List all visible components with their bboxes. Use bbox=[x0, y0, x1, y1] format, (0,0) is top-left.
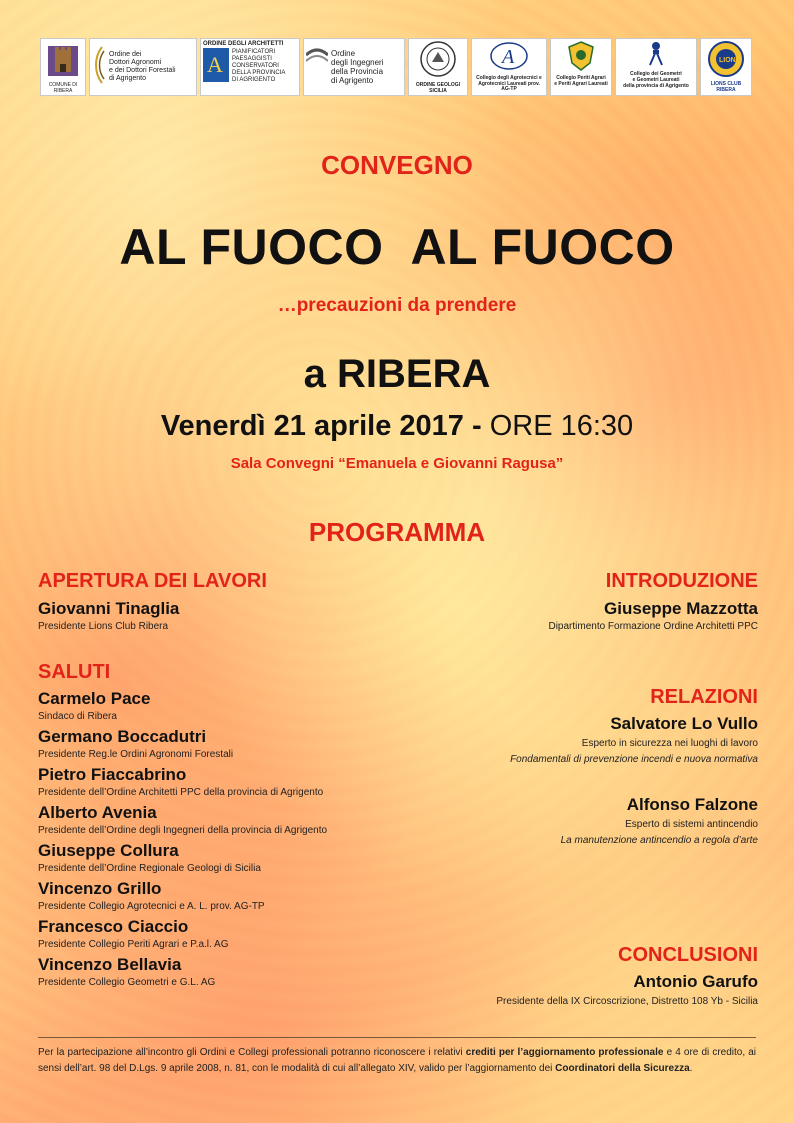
footer-divider bbox=[38, 1037, 756, 1038]
castle-crest-icon bbox=[46, 40, 80, 81]
ordine-geologi-logo: ORDINE GEOLOGI SICILIA bbox=[408, 38, 468, 96]
conclusioni-speaker-name: Antonio Garufo bbox=[633, 972, 758, 991]
relazioni-speaker-topic: Fondamentali di prevenzione incendi e nuova normativa bbox=[510, 754, 758, 765]
geologi-seal-icon bbox=[419, 40, 457, 81]
relazioni-speaker-role: Esperto in sicurezza nei luoghi di lavoro bbox=[581, 738, 758, 749]
event-time: ORE 16:30 bbox=[489, 410, 634, 442]
agronomi-leaf-icon bbox=[92, 45, 106, 88]
sponsor-logos-strip bbox=[40, 38, 754, 96]
saluti-person-role: Presidente Reg.le Ordini Agronomi Forestali bbox=[38, 749, 234, 760]
architetti-a-icon bbox=[203, 48, 229, 85]
periti-agrari-shield-icon bbox=[568, 41, 594, 74]
saluti-person-name: Francesco Ciaccio bbox=[38, 917, 189, 936]
saluti-person-name: Vincenzo Grillo bbox=[38, 879, 162, 898]
saluti-heading: SALUTI bbox=[38, 661, 111, 683]
programma-heading: PROGRAMMA bbox=[308, 517, 486, 547]
svg-text:LIONS: LIONS bbox=[719, 56, 741, 64]
saluti-person-name: Alberto Avenia bbox=[38, 803, 157, 822]
relazioni-speaker-name: Alfonso Falzone bbox=[626, 795, 758, 814]
saluti-person-role: Presidente dell’Ordine Regionale Geologi di Sicilia bbox=[38, 863, 261, 874]
ordine-architetti-logo: ORDINE DEGLI ARCHITETTI A PIANIFICATORI PAESAGGISTI CONSERVATORI DELLA PROVINCIA DI AGRIGENTO bbox=[200, 38, 300, 96]
relazioni-section bbox=[338, 685, 758, 850]
introduzione-heading: INTRODUZIONE bbox=[605, 570, 758, 592]
ordine-agronomi-logo: Ordine dei Dottori Agronomi e dei Dottori Forestali di Agrigento bbox=[89, 38, 197, 96]
event-date: Venerdì 21 aprile 2017 - bbox=[160, 410, 482, 442]
saluti-person-role: Presidente Collegio Periti Agrari e P.a.l. AG bbox=[38, 939, 229, 950]
agrotecnici-a-icon bbox=[489, 41, 529, 74]
saluti-person-name: Carmelo Pace bbox=[38, 689, 151, 708]
lions-emblem-icon bbox=[708, 41, 744, 80]
comune-di-ribera-logo: COMUNE DI RIBERA bbox=[40, 38, 86, 96]
event-city: a RIBERA bbox=[303, 352, 491, 396]
saluti-person-role: Presidente dell’Ordine degli Ingegneri della provincia di Agrigento bbox=[38, 825, 328, 836]
credits-note-text: . bbox=[689, 1063, 693, 1074]
event-title: AL FUOCO AL FUOCO bbox=[119, 219, 675, 275]
credits-note-highlight: Coordinatori della Sicurezza bbox=[555, 1063, 690, 1074]
saluti-person-name: Germano Boccadutri bbox=[38, 727, 207, 746]
conclusioni-heading: CONCLUSIONI bbox=[618, 944, 758, 966]
event-subtitle: …precauzioni da prendere bbox=[277, 295, 517, 316]
relazioni-speaker bbox=[338, 713, 758, 766]
saluti-person-role: Presidente Collegio Agrotecnici e A. L. prov. AG-TP bbox=[38, 901, 265, 912]
saluti-person-role: Presidente dell’Ordine Architetti PPC della provincia di Agrigento bbox=[38, 787, 324, 798]
geometri-surveyor-icon bbox=[644, 41, 668, 70]
credits-note bbox=[38, 1045, 756, 1077]
svg-text:A: A bbox=[502, 45, 515, 68]
introduzione-speaker-name: Giuseppe Mazzotta bbox=[604, 599, 758, 618]
saluti-person bbox=[38, 878, 418, 913]
introduzione-speaker-role: Dipartimento Formazione Ordine Architetti PPC bbox=[548, 621, 758, 632]
apertura-heading: APERTURA DEI LAVORI bbox=[38, 570, 267, 592]
saluti-person-name: Giuseppe Collura bbox=[38, 841, 179, 860]
saluti-person-name: Pietro Fiaccabrino bbox=[38, 765, 187, 784]
ingegneri-wave-icon bbox=[306, 45, 328, 88]
relazioni-speaker-name: Salvatore Lo Vullo bbox=[610, 714, 758, 733]
credits-note-text: Per la partecipazione all’incontro gli Ordini e Collegi professionali potranno riconoscere i relativi bbox=[38, 1047, 463, 1058]
apertura-speaker-role: Presidente Lions Club Ribera bbox=[38, 621, 169, 632]
ordine-ingegneri-logo: Ordine degli Ingegneri della Provincia di Agrigento bbox=[303, 38, 405, 96]
saluti-person-role: Presidente Collegio Geometri e G.L. AG bbox=[38, 977, 216, 988]
saluti-person-role: Sindaco di Ribera bbox=[38, 711, 117, 722]
conclusioni-speaker-role: Presidente della IX Circoscrizione, Distretto 108 Yb - Sicilia bbox=[496, 996, 758, 1007]
collegio-geometri-logo: Collegio dei Geometri e Geometri Laureati della provincia di Agrigento bbox=[615, 38, 697, 96]
event-date-time bbox=[0, 410, 794, 443]
convegno-label: CONVEGNO bbox=[321, 150, 473, 180]
collegio-agrotecnici-logo: A Collegio degli Agrotecnici e Agrotecnici Laureati prov. AG-TP bbox=[471, 38, 547, 96]
introduzione-section bbox=[338, 569, 758, 633]
apertura-speaker-name: Giovanni Tinaglia bbox=[38, 599, 180, 618]
collegio-periti-agrari-logo: Collegio Periti Agrari e Periti Agrari Laureati bbox=[550, 38, 612, 96]
relazioni-heading: RELAZIONI bbox=[650, 686, 758, 708]
relazioni-speaker bbox=[338, 794, 758, 847]
lions-club-logo: LIONS LIONS CLUB RIBERA bbox=[700, 38, 752, 96]
saluti-person-name: Vincenzo Bellavia bbox=[38, 955, 182, 974]
event-venue: Sala Convegni “Emanuela e Giovanni Ragusa” bbox=[230, 455, 564, 472]
relazioni-speaker-role: Esperto di sistemi antincendio bbox=[625, 819, 758, 830]
credits-note-highlight: crediti per l’aggiornamento professionale bbox=[465, 1047, 664, 1058]
relazioni-speaker-topic: La manutenzione antincendio a regola d’arte bbox=[560, 835, 758, 846]
conclusioni-section bbox=[338, 943, 758, 1008]
svg-text:A: A bbox=[207, 51, 223, 77]
credits-note-text: e 4 ore di credito, ai sensi dell’art. 98 del D.Lgs. 9 aprile 2008, n. 81, con le modalità di cui all’allegato XIV, valido per l’aggiornamento dei bbox=[38, 1047, 757, 1074]
